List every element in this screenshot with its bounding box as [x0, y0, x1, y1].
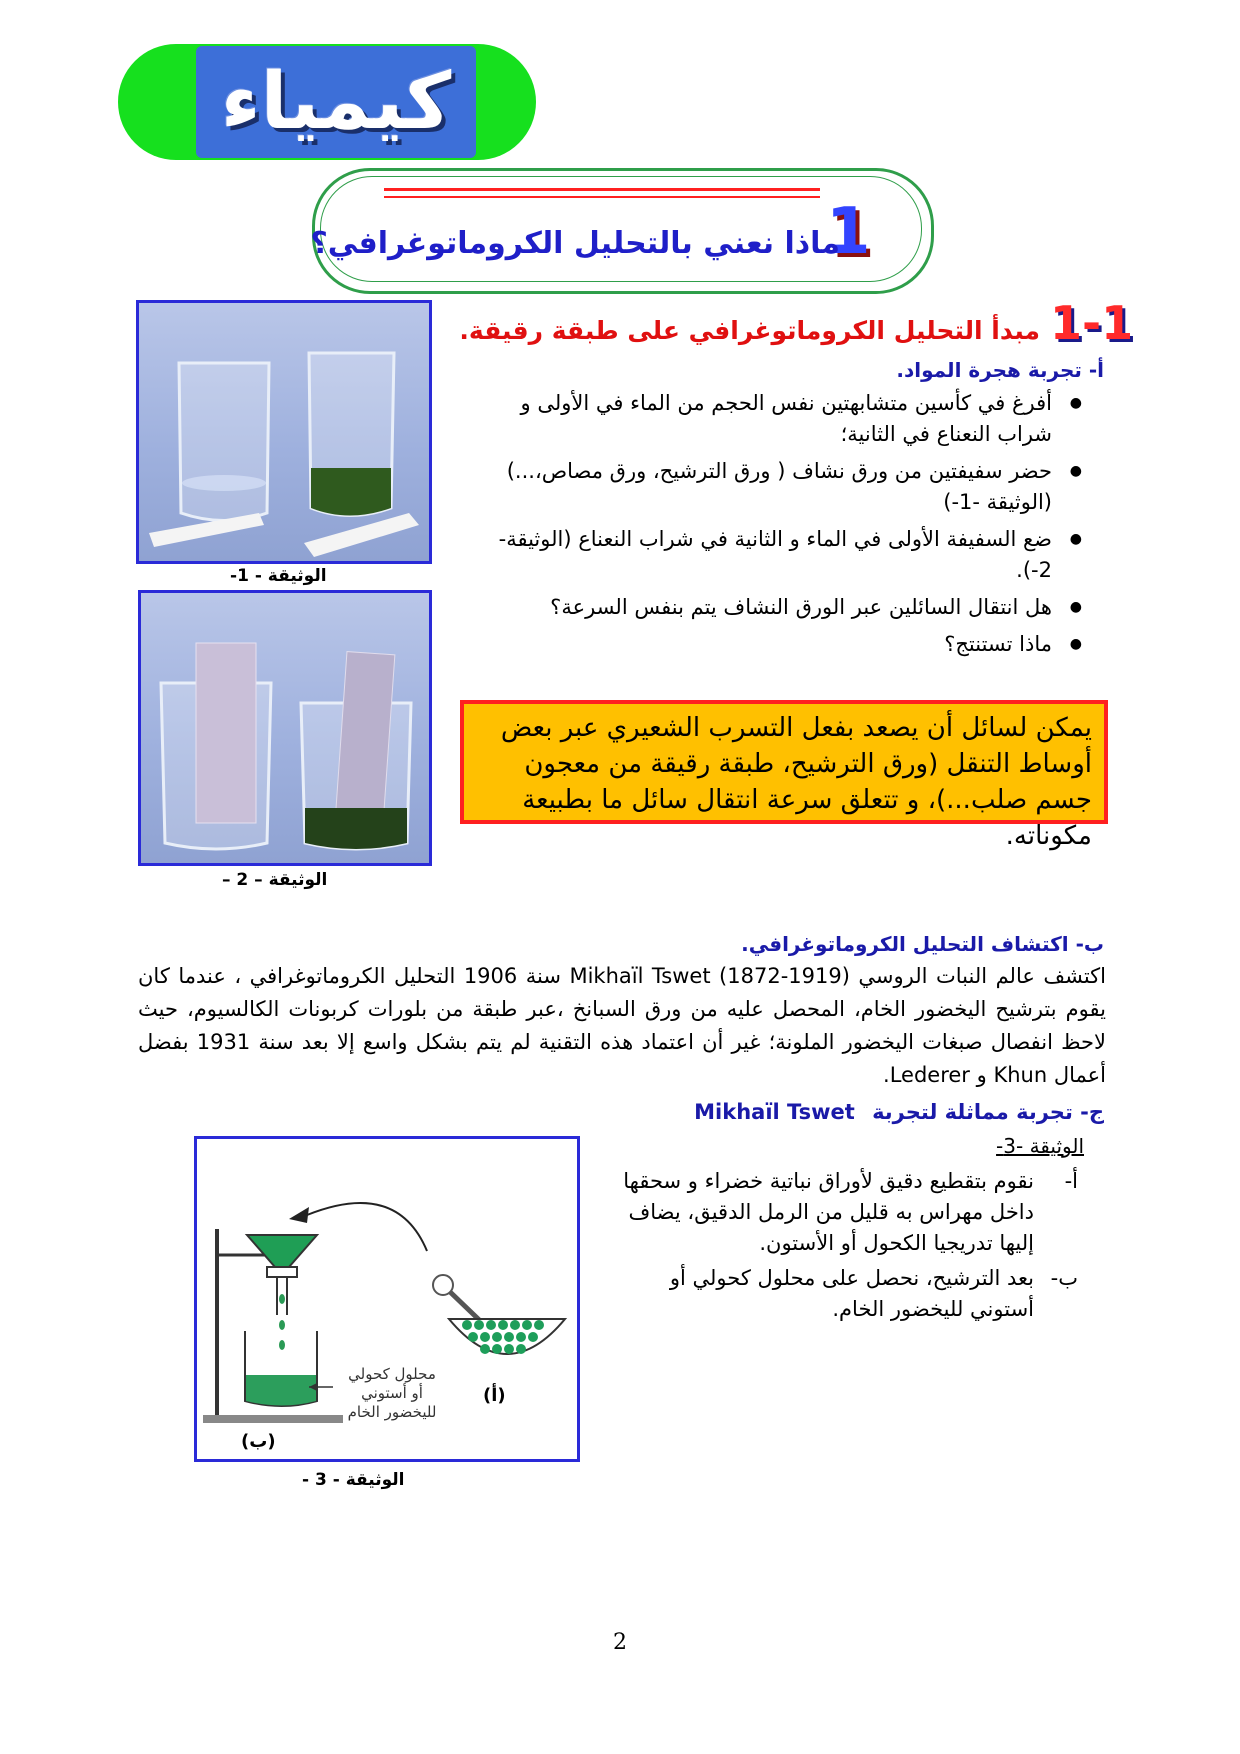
title-number: 1: [826, 195, 871, 269]
label-a: (أ): [483, 1385, 506, 1406]
subsection-c-title: [694, 1100, 1104, 1124]
list-item: ● هل انتقال السائلين عبر الورق النشاف يتم بنفس السرعة؟: [482, 592, 1052, 623]
list-item: ● أفرغ في كأسين متشابهتين نفس الحجم من الماء في الأولى و شراب النعناع في الثانية؛: [482, 388, 1052, 450]
list-item: ● حضر سفيفتين من ورق نشاف ( ورق الترشيح، ورق مصاص،...) (الوثيقة -1-): [482, 456, 1052, 518]
title-rule: [384, 188, 820, 191]
figure-2-caption: الوثيقة – 2 –: [222, 870, 328, 890]
solution-label: [337, 1365, 447, 1422]
step-text: بعد الترشيح، نحصل على محلول كحولي أو أستوني لليخضور الخام.: [669, 1266, 1034, 1321]
beakers-paper-illustration: [141, 593, 429, 863]
figure-3-diagram: [194, 1136, 580, 1462]
document-3-label: الوثيقة -3-: [996, 1134, 1084, 1158]
list-item: [600, 1263, 1078, 1325]
step-marker: أ-: [1064, 1169, 1078, 1193]
section-number: 1-1: [1050, 296, 1134, 350]
section-title: مبدأ التحليل الكروماتوغرافي على طبقة رقيقة.: [459, 316, 1040, 345]
conclusion-box: يمكن لسائل أن يصعد بفعل التسرب الشعيري عبر بعض أوساط التنقل (ورق الترشيح، طبقة رقيقة من معجون جسم صلب...)، و تتعلق سرعة انتقال سائل ما بطبيعة مكوناته.: [460, 700, 1108, 824]
history-paragraph: اكتشف عالم النبات الروسي Mikhaïl Tswet (1872-1919) سنة 1906 التحليل الكروماتوغرافي ، عندما كان يقوم بترشيح اليخضور الخام، المحصل عليه من ورق السبانخ ،عبر طبقة من بلورات كربونات الكالسيوم، حيث لاحظ انفصال صبغات اليخضور الملونة؛ غير أن اعتماد هذه التقنية لم يتم بشكل واسع إلا بعد سنة 1931 بفضل أعمال Khun و Lederer.: [138, 964, 1107, 1087]
subsection-c-title-ar: ج- تجربة مماثلة لتجربة: [872, 1100, 1104, 1124]
experiment-steps: [482, 388, 1080, 666]
step-text: نقوم بتقطيع دقيق لأوراق نباتية خضراء و سحقها داخل مهراس به قليل من الرمل الدقيق، يضاف إليها تدريجيا الكحول أو الأستون.: [623, 1169, 1034, 1255]
subsection-a-title: أ- تجربة هجرة المواد.: [896, 358, 1104, 382]
figure-3-caption: الوثيقة - 3 -: [302, 1470, 405, 1490]
logo-text: كيمياء: [220, 57, 452, 147]
figure-1-caption: الوثيقة - 1-: [230, 566, 327, 586]
page-title: ماذا نعني بالتحليل الكروماتوغرافي؟: [310, 226, 840, 261]
subsection-b-title: ب- اكتشاف التحليل الكروماتوغرافي.: [741, 932, 1104, 956]
list-item: [600, 1166, 1078, 1259]
label-b: (ب): [241, 1431, 276, 1452]
figure-2-photo: [138, 590, 432, 866]
solution-label-line: أو أستوني: [361, 1384, 423, 1402]
figure-1-photo: [136, 300, 432, 564]
list-item: ● ماذا تستنتج؟: [482, 629, 1052, 660]
title-rule: [384, 196, 820, 198]
procedure-steps: [600, 1166, 1078, 1329]
beakers-illustration: [139, 303, 429, 561]
solution-label-line: محلول كحولي: [348, 1365, 436, 1383]
list-item: ● ضع السفيفة الأولى في الماء و الثانية في شراب النعناع (الوثيقة- 2-).: [482, 524, 1052, 586]
page-number: 2: [613, 1630, 627, 1655]
step-marker: ب-: [1050, 1266, 1078, 1290]
solution-label-line: لليخضور الخام: [347, 1403, 437, 1421]
logo: [196, 46, 476, 158]
subsection-c-title-name: Mikhaïl Tswet: [694, 1100, 855, 1124]
